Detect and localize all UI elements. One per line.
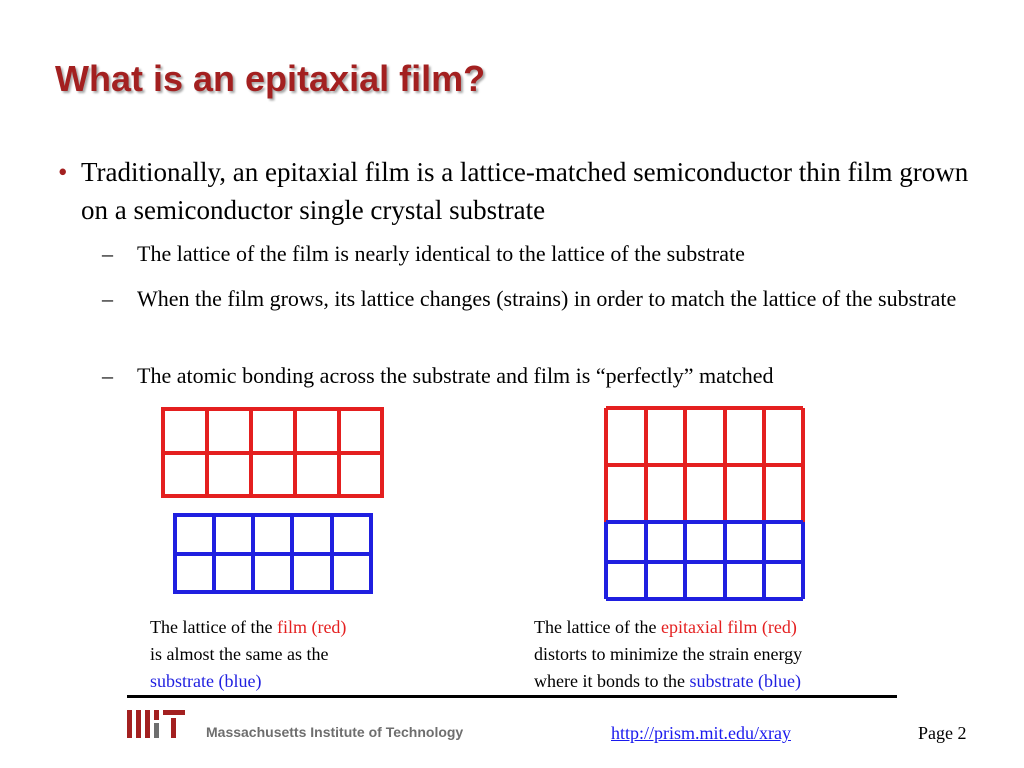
caption-text: distorts to minimize the strain energy <box>534 644 803 664</box>
sub-bullet-text: When the film grows, its lattice changes (strains) in order to match the lattice of the substrate <box>137 286 957 311</box>
sub-bullet-marker: – <box>102 241 113 266</box>
sub-bullet-text: The atomic bonding across the substrate and film is “perfectly” matched <box>137 363 774 388</box>
sub-bullet-marker: – <box>102 363 113 388</box>
substrate-label: substrate (blue) <box>150 671 262 691</box>
caption-text: is almost the same as the <box>150 644 329 664</box>
main-bullet-text: Traditionally, an epitaxial film is a lattice-matched semiconductor thin film grown on a semiconductor single crystal substrate <box>81 157 969 225</box>
film-lattice-left <box>163 409 382 496</box>
sub-bullet-marker: – <box>102 286 113 311</box>
substrate-lattice-right <box>606 522 803 599</box>
substrate-label: substrate (blue) <box>689 671 801 691</box>
film-label: film (red) <box>276 617 347 637</box>
page-number: Page 2 <box>918 723 967 743</box>
slide-title: What is an epitaxial film? <box>55 58 486 99</box>
caption-left <box>150 614 450 695</box>
mit-logo-icon <box>127 710 189 742</box>
sub-bullet-text: The lattice of the film is nearly identical to the lattice of the substrate <box>137 241 745 266</box>
caption-text: The lattice of the <box>534 617 661 637</box>
caption-right <box>534 614 904 695</box>
film-label: epitaxial film (red) <box>660 617 797 637</box>
bullet-marker: • <box>58 157 68 187</box>
caption-text: The lattice of the <box>150 617 277 637</box>
substrate-lattice-left <box>175 515 371 592</box>
film-lattice-right <box>606 408 803 522</box>
footer-url-link[interactable]: http://prism.mit.edu/xray <box>611 723 791 743</box>
caption-text: where it bonds to the <box>534 671 690 691</box>
institution-name: Massachusetts Institute of Technology <box>206 724 464 740</box>
footer-divider <box>127 695 897 698</box>
